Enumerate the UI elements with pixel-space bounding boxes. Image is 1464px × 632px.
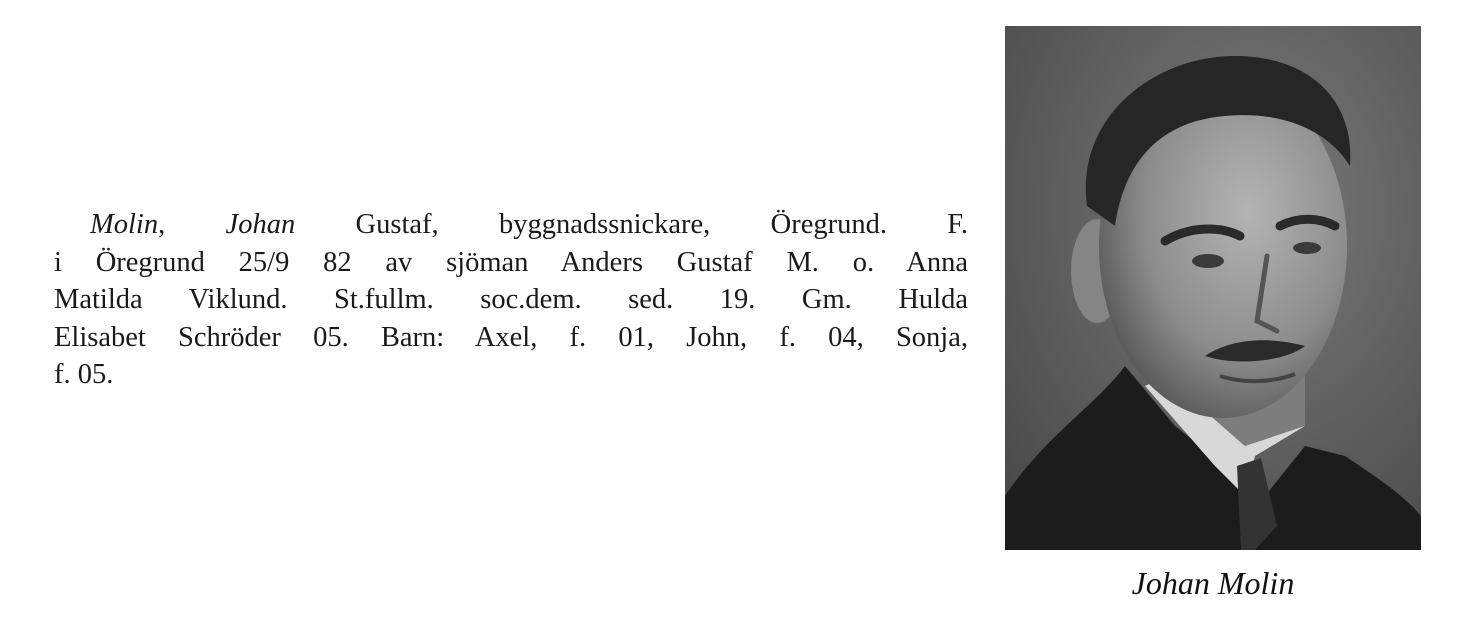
- bio-line-1: [54, 206, 968, 244]
- bio-line-5: f. 05.: [54, 359, 114, 390]
- left-eye: [1192, 254, 1224, 268]
- portrait-photo: [1005, 26, 1421, 550]
- bio-surname: Molin: [90, 209, 159, 240]
- portrait-illustration: [1005, 26, 1421, 550]
- bio-line-2: i Öregrund 25/9 82 av sjöman Anders Gustaf M. o. Anna: [54, 246, 968, 278]
- portrait-caption: Johan Molin: [1131, 565, 1295, 601]
- bio-given-name: Johan: [225, 209, 296, 240]
- bio-line-3: Matilda Viklund. St.fullm. soc.dem. sed. 19. Gm. Hulda: [54, 284, 968, 315]
- right-eye: [1293, 242, 1321, 254]
- bio-comma: ,: [158, 209, 226, 240]
- biography-entry: [54, 206, 968, 394]
- bio-line-4: Elisabet Schröder 05. Barn: Axel, f. 01, John, f. 04, Sonja,: [54, 321, 968, 353]
- bio-line-1-rest: Gustaf, byggnadssnickare, Öregrund. F.: [295, 209, 969, 240]
